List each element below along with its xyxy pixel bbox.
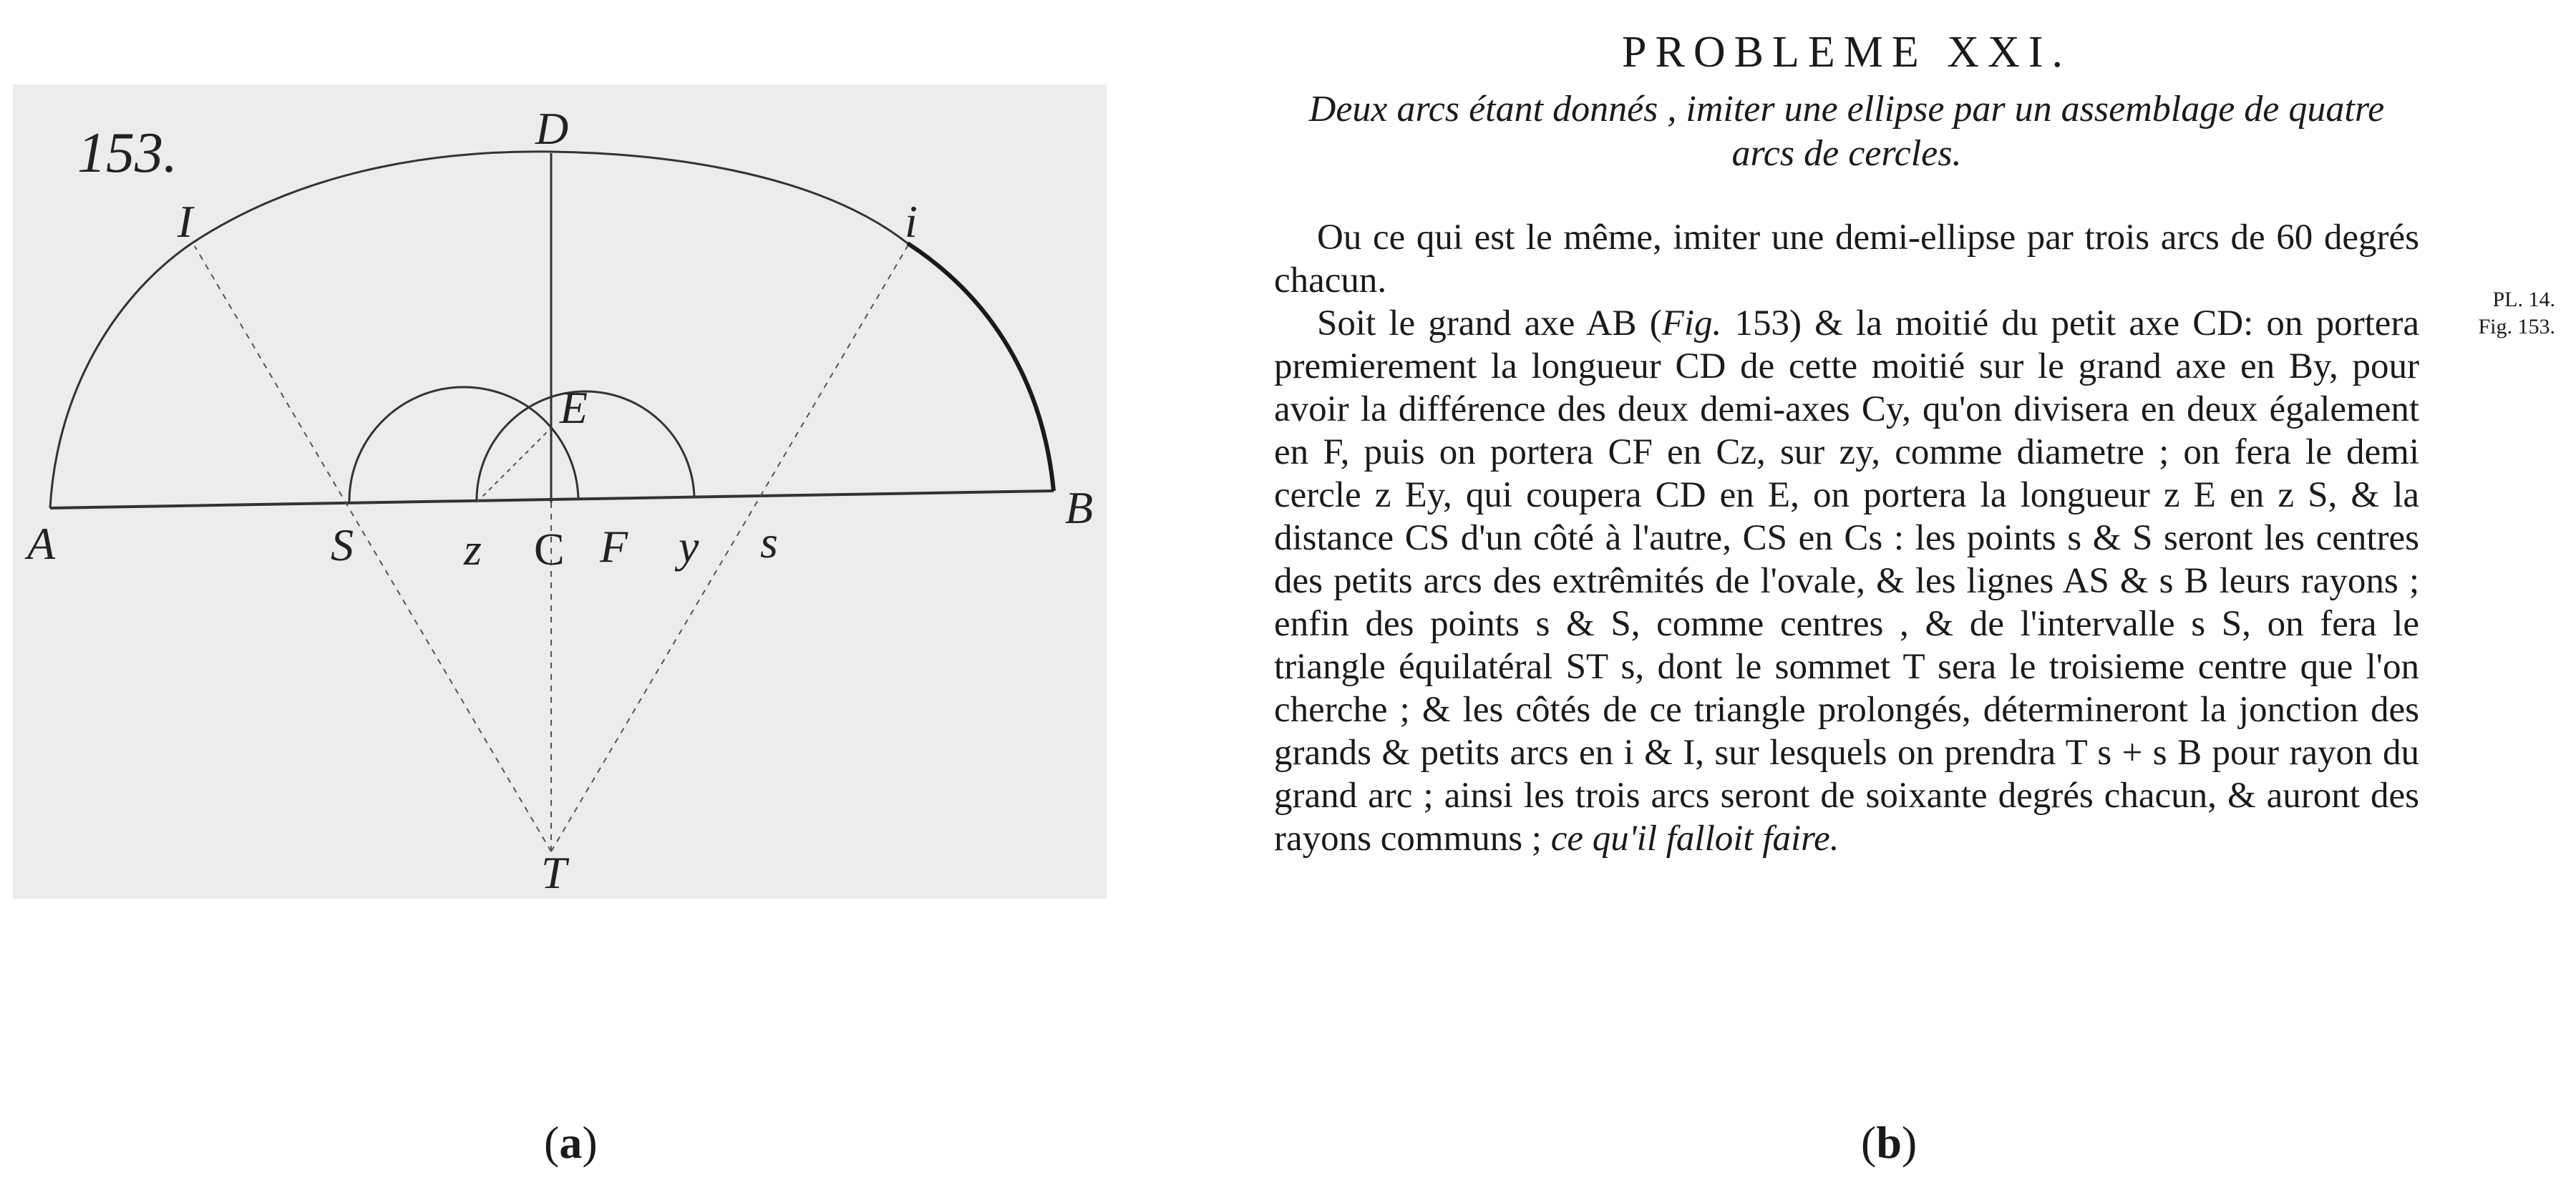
- paragraph-2-fig: Fig.: [1661, 303, 1722, 343]
- construction-semicircle-large: [349, 387, 578, 504]
- caption-a-close: ): [582, 1117, 598, 1168]
- dashed-z-e: [477, 428, 551, 502]
- caption-b-close: ): [1901, 1117, 1918, 1168]
- caption-a: [544, 1116, 598, 1169]
- figure-panel: [13, 84, 1107, 899]
- label-i: i: [905, 196, 918, 247]
- label-E: E: [560, 382, 588, 433]
- label-T: T: [541, 847, 567, 898]
- label-z: z: [464, 524, 482, 575]
- label-B: B: [1065, 482, 1094, 533]
- caption-b-letter: b: [1876, 1117, 1902, 1168]
- label-D: D: [535, 103, 569, 154]
- caption-a-letter: a: [559, 1117, 583, 1168]
- margin-note-plate: PL. 14.: [2492, 288, 2555, 311]
- paragraph-2-body: 153) & la moitié du petit axe CD: on portera premierement la longueur CD de cette moitié sur le grand axe en By, pour avoir la différence des deux demi-axes Cy, qu'on divisera en deux également en F, puis on portera CF en Cz, sur zy, comme diametre ; on fera le demi cercle z Ey, qui coupera CD en E, on portera la longueur z E en z S, & la distance CS d'un côté à l'autre, CS en Cs : les points s & S seront les centres des petits arcs des extrêmités de l'ovale, & les lignes AS & s B leurs rayons ; enfin des points s & S, comme centres , & de l'intervalle s S, on fera le triangle équilatéral ST s, dont le sommet T sera le troisieme centre que l'on cherche ; & les côtés de ce triangle prolongés, détermineront la jonction des grands & petits arcs en i & I, sur lesquels on prendra T s + s B pour rayon du grand arc ; ainsi les trois arcs seront de soixante degrés chacun, & auront des rayons communs ;: [1274, 303, 2419, 859]
- problem-body: [1274, 216, 2419, 860]
- left-small-arc: [50, 243, 192, 508]
- paragraph-2: [1274, 302, 2419, 860]
- label-S: S: [331, 520, 354, 570]
- dashed-radius-left: [195, 246, 551, 852]
- caption-b: [1861, 1116, 1917, 1169]
- label-I: I: [178, 196, 193, 247]
- paragraph-1: Ou ce qui est le même, imiter une demi-ellipse par trois arcs de 60 degrés chacun.: [1274, 218, 2419, 301]
- problem-title: PROBLEME XXI.: [1622, 28, 2071, 77]
- paragraph-2-end: ce qu'il falloit faire.: [1550, 819, 1839, 859]
- label-A: A: [27, 518, 56, 569]
- label-C: C: [534, 524, 565, 575]
- label-y: y: [679, 521, 699, 572]
- label-F: F: [600, 521, 628, 572]
- margin-note: [2448, 286, 2555, 341]
- large-arc: [192, 152, 908, 243]
- problem-subtitle: Deux arcs étant donnés , imiter une ellipse par un assemblage de quatre arcs de cercles.: [1308, 89, 2385, 174]
- caption-b-open: (: [1861, 1117, 1877, 1168]
- figure-number: 153.: [77, 122, 178, 185]
- right-small-arc: [908, 243, 1054, 491]
- paragraph-2-intro: Soit le grand axe AB (: [1317, 303, 1662, 343]
- caption-a-open: (: [544, 1117, 560, 1168]
- label-s: s: [760, 517, 778, 567]
- text-panel: [1274, 21, 2419, 1038]
- margin-note-fig: Fig. 153.: [2478, 315, 2555, 338]
